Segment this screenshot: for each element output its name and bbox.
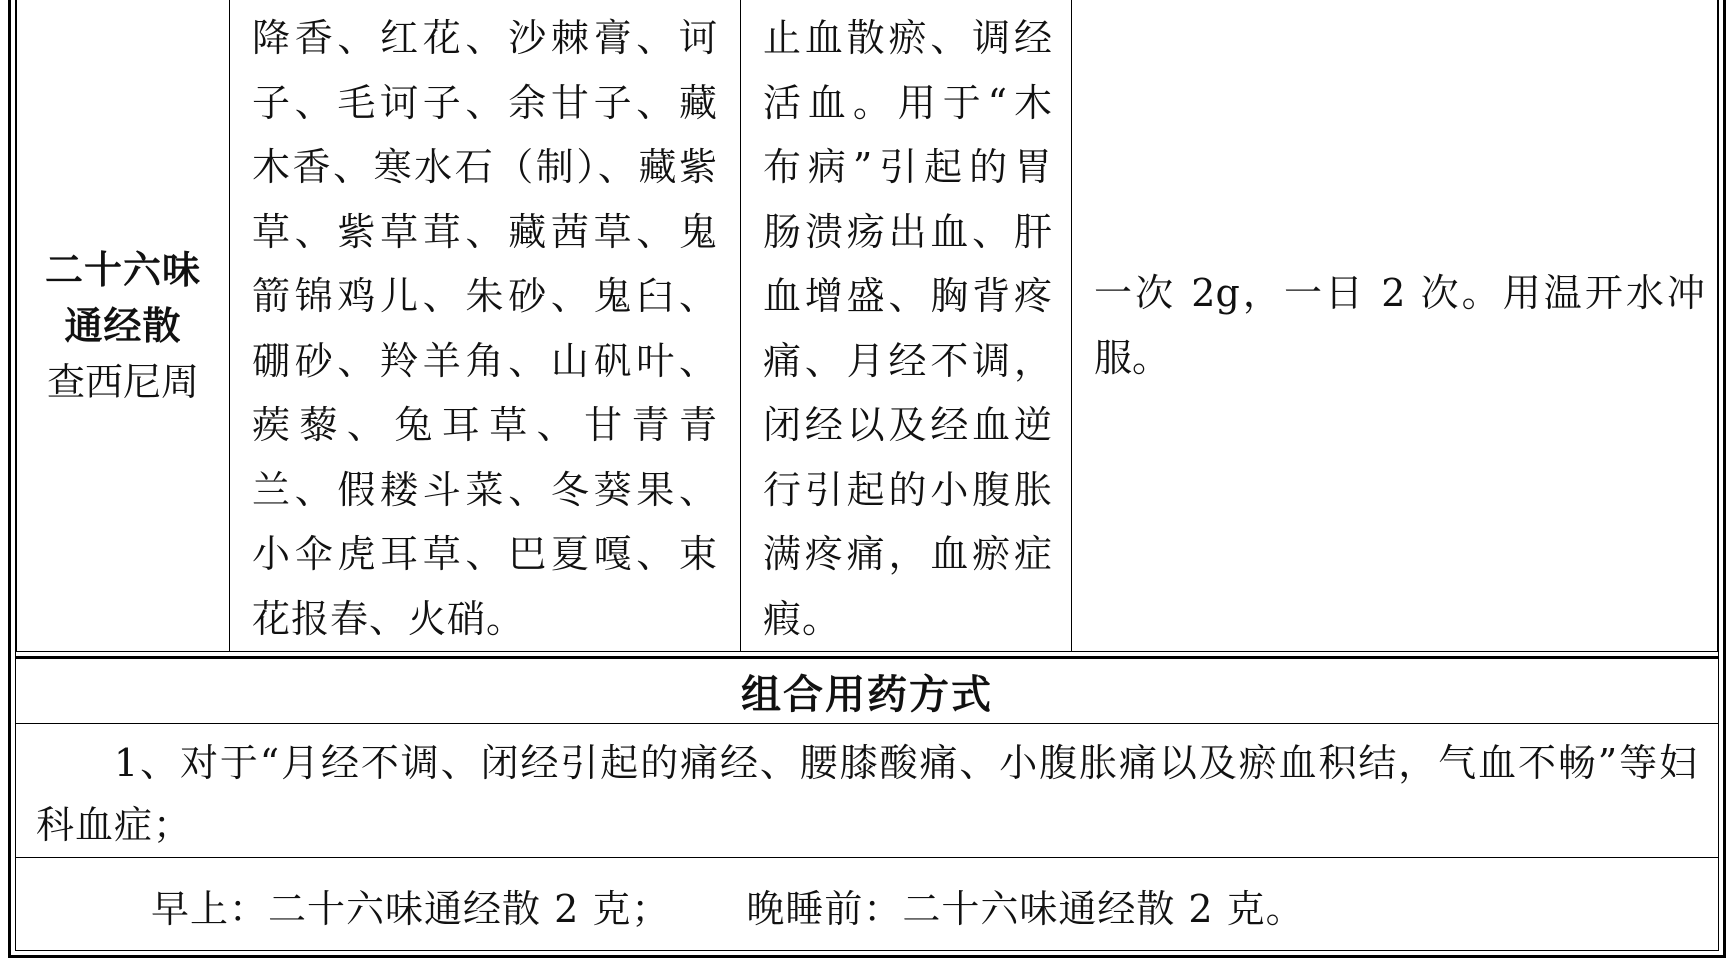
combination-title: 组合用药方式 <box>741 670 993 718</box>
formula-name-line1: 二十六味 <box>44 246 201 292</box>
morning-dose: 早上：二十六味通经散 2 克； <box>151 887 671 931</box>
dosage-schedule-row <box>16 858 1718 953</box>
function-text: 止血散瘀、调经活血。用于“木布病”引起的胃肠溃疡出血、肝血增盛、胸背疼痛、月经不调，闭经以及经血逆行引起的小腹胀满疼痛，血瘀症瘕。 <box>763 16 1053 641</box>
night-dose: 晚睡前：二十六味通经散 2 克。 <box>746 887 1305 931</box>
usage-text: 一次 2g，一日 2 次。用温开水冲服。 <box>1094 271 1705 380</box>
ingredients-text: 降香、红花、沙棘膏、诃子、毛诃子、余甘子、藏木香、寒水石（制）、藏紫草、紫草茸、藏茜草、鬼箭锦鸡儿、朱砂、鬼臼、硼砂、羚羊角、山矾叶、蒺藜、兔耳草、甘青青兰、假耧斗菜、冬葵果、小伞虎耳草、巴夏嘎、束花报春、火硝。 <box>252 16 718 641</box>
function-cell <box>741 0 1072 652</box>
formula-tibetan-name: 查西尼周 <box>46 359 199 404</box>
formula-row <box>17 0 1718 652</box>
formula-table <box>16 0 1718 652</box>
formula-name-cell <box>17 0 230 652</box>
usage-cell <box>1072 0 1718 652</box>
document-inner-frame <box>15 0 1719 951</box>
combination-indication: 1、对于“月经不调、闭经引起的痛经、腰膝酸痛、小腹胀痛以及瘀血积结，气血不畅”等妇科血症； <box>16 724 1718 858</box>
document-frame <box>8 0 1726 958</box>
combination-title-row <box>16 656 1718 724</box>
formula-name-line2: 通经散 <box>64 302 182 348</box>
ingredients-cell <box>230 0 741 652</box>
